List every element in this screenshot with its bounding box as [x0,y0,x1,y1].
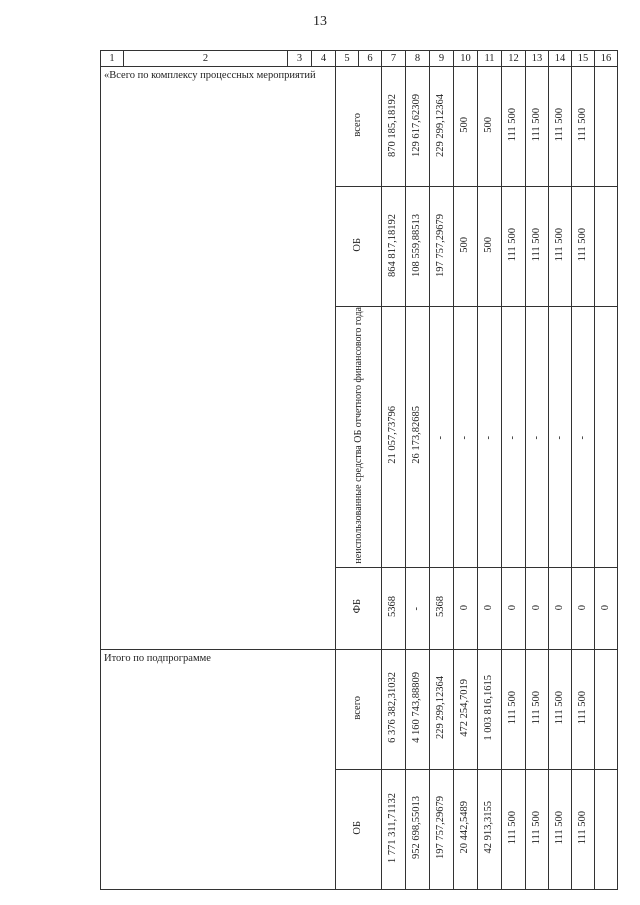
value-cell: 111 500 [572,769,595,889]
col-header: 14 [549,51,572,67]
value-cell: 864 817,18192 [382,187,406,307]
value-cell: 0 [549,567,572,649]
column-number-row [101,51,618,67]
block2-label: Итого по подпрограмме [101,649,336,889]
value-cell: 129 617,62309 [406,67,430,187]
block2-row-vsego [101,649,618,769]
col-header: 6 [359,51,382,67]
block1-label: «Всего по комплексу процессных мероприятий [101,67,336,650]
value-cell: 0 [572,567,595,649]
row-header: всего [336,649,382,769]
col-header: 12 [502,51,526,67]
col-header: 2 [124,51,288,67]
col-header: 9 [430,51,454,67]
col-header: 16 [595,51,618,67]
value-cell: - [549,307,572,568]
value-cell: 111 500 [526,649,549,769]
block1-row-vsego [101,67,618,187]
value-cell: 500 [478,187,502,307]
value-cell: 111 500 [572,187,595,307]
row-header: всего [336,67,382,187]
value-cell: 108 559,88513 [406,187,430,307]
col-header: 5 [336,51,359,67]
value-cell: 111 500 [549,649,572,769]
value-cell: 197 757,29679 [430,769,454,889]
col-header: 10 [454,51,478,67]
value-cell: - [526,307,549,568]
page-number: 13 [313,14,327,29]
value-cell: 111 500 [549,769,572,889]
value-cell: - [502,307,526,568]
value-cell: 229 299,12364 [430,67,454,187]
col-header: 11 [478,51,502,67]
row-header: ФБ [336,567,382,649]
budget-table [100,50,618,890]
row-header: ОБ [336,769,382,889]
value-cell: 26 173,82685 [406,307,430,568]
value-cell: 229 299,12364 [430,649,454,769]
value-cell [595,187,618,307]
col-header: 4 [312,51,336,67]
value-cell: 111 500 [526,67,549,187]
value-cell: 111 500 [549,187,572,307]
row-header: ОБ [336,187,382,307]
value-cell: 1 771 311,71132 [382,769,406,889]
col-header: 7 [382,51,406,67]
value-cell [595,649,618,769]
value-cell: 42 913,3155 [478,769,502,889]
value-cell [595,769,618,889]
value-cell: 21 057,73796 [382,307,406,568]
value-cell: 6 376 382,31032 [382,649,406,769]
col-header: 13 [526,51,549,67]
value-cell: 4 160 743,88809 [406,649,430,769]
value-cell: 111 500 [502,649,526,769]
value-cell: 111 500 [502,187,526,307]
value-cell: 197 757,29679 [430,187,454,307]
value-cell: 0 [502,567,526,649]
col-header: 1 [101,51,124,67]
value-cell [595,307,618,568]
value-cell: 111 500 [502,769,526,889]
value-cell [595,67,618,187]
value-cell: 5368 [382,567,406,649]
value-cell: 20 442,5489 [454,769,478,889]
value-cell: 1 003 816,1615 [478,649,502,769]
col-header: 15 [572,51,595,67]
value-cell: 0 [478,567,502,649]
value-cell: - [406,567,430,649]
row-header: неиспользованные средства ОБ отчетного финансового года [336,307,382,568]
value-cell: 472 254,7019 [454,649,478,769]
value-cell: 111 500 [572,649,595,769]
col-header: 3 [288,51,312,67]
value-cell: 870 185,18192 [382,67,406,187]
value-cell: 500 [454,67,478,187]
value-cell: - [478,307,502,568]
value-cell: 111 500 [526,769,549,889]
value-cell: 0 [526,567,549,649]
value-cell: 500 [478,67,502,187]
value-cell: 0 [454,567,478,649]
value-cell: 0 [595,567,618,649]
value-cell: - [572,307,595,568]
col-header: 8 [406,51,430,67]
value-cell: 5368 [430,567,454,649]
value-cell: - [430,307,454,568]
value-cell: 111 500 [572,67,595,187]
value-cell: 111 500 [549,67,572,187]
value-cell: 111 500 [526,187,549,307]
value-cell: 111 500 [502,67,526,187]
value-cell: 952 698,55013 [406,769,430,889]
value-cell: - [454,307,478,568]
value-cell: 500 [454,187,478,307]
